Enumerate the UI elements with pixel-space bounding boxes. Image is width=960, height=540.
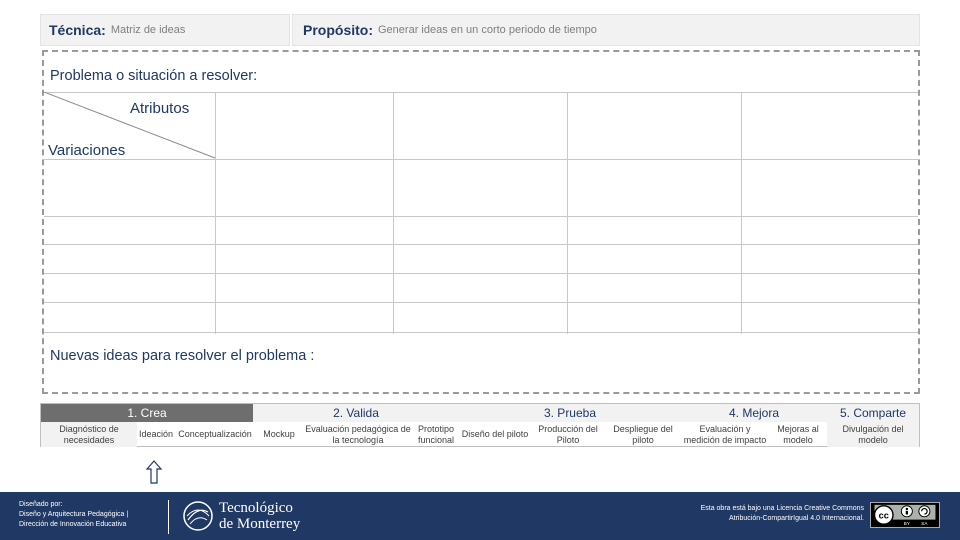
phase-step: Conceptualización bbox=[178, 429, 252, 440]
phase-table bbox=[40, 403, 920, 447]
phase-title-mejora: 4. Mejora bbox=[681, 404, 827, 422]
phase-step: Mejoras al modelo bbox=[777, 424, 819, 445]
designed-by-line: Diseñado por: bbox=[19, 501, 63, 508]
proposito-label: Propósito: bbox=[303, 22, 373, 38]
phase-step: Prototipo funcional bbox=[417, 424, 455, 445]
ideas-matrix bbox=[44, 92, 918, 334]
tecnica-box bbox=[40, 14, 290, 46]
problem-label: Problema o situación a resolver: bbox=[50, 68, 258, 84]
matrix-line bbox=[393, 92, 394, 334]
phase-step: Mockup bbox=[263, 429, 295, 440]
phase-step: Diseño del piloto bbox=[461, 429, 529, 440]
matrix-line bbox=[44, 244, 918, 245]
upload-arrow-icon bbox=[145, 460, 163, 486]
designed-by bbox=[19, 500, 128, 530]
logo-line: Tecnológico bbox=[219, 500, 293, 516]
phase-title-comparte: 5. Comparte bbox=[827, 404, 919, 422]
footer-divider bbox=[168, 500, 169, 534]
phase-step: Ideación bbox=[138, 429, 174, 440]
matrix-line bbox=[44, 332, 918, 333]
matrix-line bbox=[44, 216, 918, 217]
variations-label: Variaciones bbox=[48, 142, 126, 159]
proposito-value: Generar ideas en un corto periodo de tiempo bbox=[378, 24, 597, 36]
proposito-box bbox=[292, 14, 920, 46]
attributes-label: Atributos bbox=[130, 100, 190, 117]
matrix-line bbox=[741, 92, 742, 334]
tec-logo-icon bbox=[182, 500, 214, 532]
tecnica-label: Técnica: bbox=[49, 22, 106, 38]
phase-step: Divulgación del modelo bbox=[827, 422, 919, 447]
tec-logo-text bbox=[219, 501, 300, 533]
new-ideas-label: Nuevas ideas para resolver el problema : bbox=[50, 348, 315, 364]
worksheet-area bbox=[42, 50, 920, 394]
phase-step: Despliegue del piloto bbox=[613, 424, 673, 445]
tecnica-value: Matriz de ideas bbox=[110, 24, 186, 36]
cc-license-badge[interactable] bbox=[870, 502, 940, 528]
phase-step: Evaluación pedagógica de la tecnología bbox=[305, 424, 411, 445]
matrix-line bbox=[44, 273, 918, 274]
cc-text: cc bbox=[878, 510, 889, 521]
matrix-line bbox=[567, 92, 568, 334]
license-line: Esta obra está bajo una Licencia Creative Commons bbox=[700, 505, 864, 512]
phase-step: Producción del Piloto bbox=[538, 424, 598, 445]
footer-bar bbox=[0, 492, 960, 540]
designed-by-line: Dirección de Innovación Educativa bbox=[19, 521, 127, 529]
phase-step: Evaluación y medición de impacto bbox=[683, 424, 767, 445]
matrix-line bbox=[44, 302, 918, 303]
phase-step: Diagnóstico de necesidades bbox=[41, 422, 137, 447]
phase-title-crea: 1. Crea bbox=[41, 404, 253, 422]
license-line: Atribución-CompartirIgual 4.0 Internacional. bbox=[728, 515, 864, 523]
phase-title-valida: 2. Valida bbox=[253, 404, 459, 422]
logo-line: de Monterrey bbox=[219, 515, 301, 532]
designed-by-line: Diseño y Arquitectura Pedagógica | bbox=[19, 511, 129, 519]
by-text: BY bbox=[903, 521, 910, 527]
sa-text: SA bbox=[921, 521, 928, 527]
phase-title-prueba: 3. Prueba bbox=[459, 404, 681, 422]
license-text bbox=[640, 504, 864, 524]
